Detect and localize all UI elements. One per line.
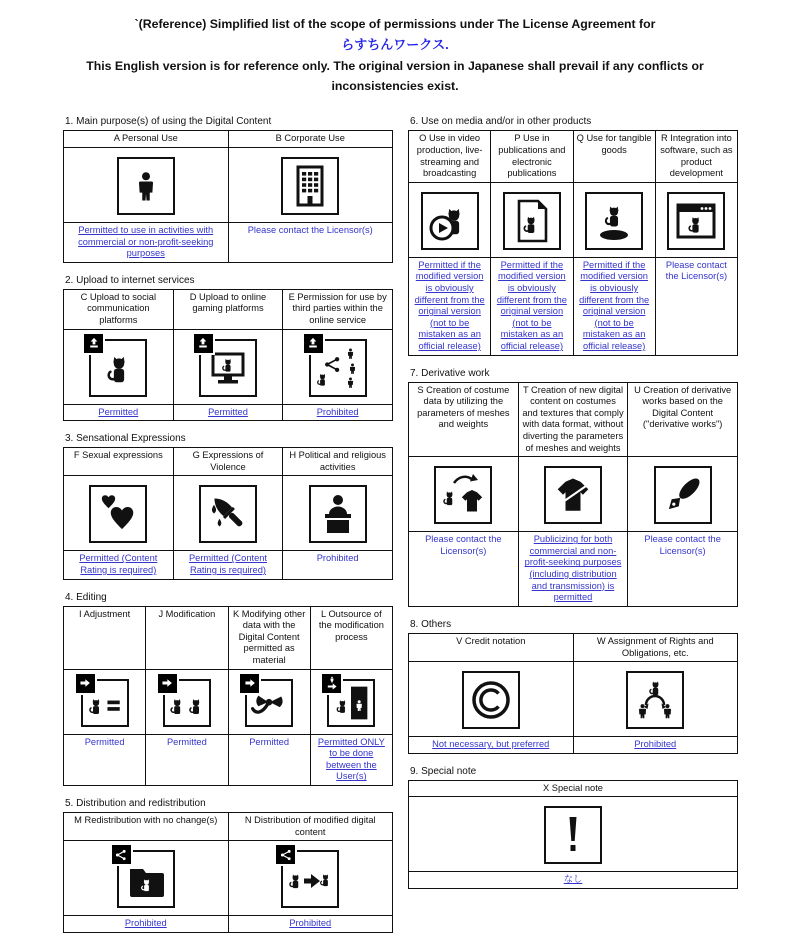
section-6-label: 6. Use on media and/or in other products (410, 116, 592, 128)
edit-arrow-badge-icon (76, 674, 95, 693)
figurine-icon (585, 192, 643, 250)
upload-gaming-monitor-icon (199, 339, 257, 397)
fountain-pen-icon (654, 466, 712, 524)
status-N[interactable]: Prohibited (228, 916, 393, 933)
product-name: らすちんワークス. (341, 37, 449, 53)
software-window-icon (667, 192, 725, 250)
right-column (408, 116, 738, 945)
person-icon (117, 157, 175, 215)
cell-header-M: M Redistribution with no change(s) (64, 813, 229, 841)
status-X[interactable]: なし (409, 872, 738, 889)
section-4-label: 4. Editing (65, 591, 107, 603)
status-M[interactable]: Prohibited (64, 916, 229, 933)
status-K: Permitted (228, 734, 310, 785)
section-5-label: 5. Distribution and redistribution (65, 798, 206, 810)
cell-header-O: O Use in video production, live-streaming and broadcasting (409, 131, 491, 182)
video-play-cat-icon (421, 192, 479, 250)
status-S: Please contact the Licensor(s) (409, 532, 519, 607)
upload-badge-icon (194, 334, 213, 353)
third-party-share-icon (309, 339, 367, 397)
section-1 (63, 116, 393, 262)
cell-icon-A (64, 147, 229, 222)
modify-two-cats-icon (163, 679, 211, 727)
status-U: Please contact the Licensor(s) (628, 532, 738, 607)
cell-icon-L (310, 669, 392, 734)
cell-header-J: J Modification (146, 606, 228, 669)
cell-icon-W (573, 662, 738, 737)
cell-icon-O (409, 182, 491, 257)
cell-header-K: K Modifying other data with the Digital Content permitted as material (228, 606, 310, 669)
costume-data-icon (434, 466, 492, 524)
status-H: Prohibited (283, 551, 393, 579)
cell-header-X: X Special note (409, 780, 738, 797)
status-B: Please contact the Licensor(s) (228, 222, 393, 262)
status-G[interactable]: Permitted (Content Rating is required) (173, 551, 283, 579)
outsource-badge-icon (322, 674, 341, 693)
status-V[interactable]: Not necessary, but preferred (409, 737, 574, 754)
section-5-table (63, 812, 393, 933)
status-R: Please contact the Licensor(s) (655, 257, 737, 355)
section-9-label: 9. Special note (410, 765, 477, 777)
rights-transfer-icon (626, 671, 684, 729)
cell-header-H: H Political and religious activities (283, 448, 393, 476)
cell-header-B: B Corporate Use (228, 131, 393, 148)
section-8-table (408, 633, 738, 754)
cell-icon-K (228, 669, 310, 734)
cell-header-I: I Adjustment (64, 606, 146, 669)
section-2-table (63, 289, 393, 421)
upload-badge-icon (84, 334, 103, 353)
cell-header-N: N Distribution of modified digital content (228, 813, 393, 841)
cell-icon-M (64, 841, 229, 916)
cell-icon-X (409, 797, 738, 872)
status-D[interactable]: Permitted (173, 404, 283, 421)
section-2-label: 2. Upload to internet services (65, 274, 195, 286)
cell-header-U: U Creation of derivative works based on the Digital Content ("derivative works") (628, 382, 738, 457)
cell-icon-U (628, 457, 738, 532)
outsource-exchange-icon (327, 679, 375, 727)
cell-icon-N (228, 841, 393, 916)
cell-icon-H (283, 476, 393, 551)
content-columns (63, 116, 790, 945)
share-badge-icon (112, 845, 131, 864)
cell-header-W: W Assignment of Rights and Obligations, etc. (573, 633, 738, 661)
cell-icon-Q (573, 182, 655, 257)
copyright-icon (462, 671, 520, 729)
cell-header-T: T Creation of new digital content on costumes and textures that comply with data format, without diverting the parameters of meshes and weights (518, 382, 628, 457)
section-7-table (408, 382, 738, 607)
cell-icon-I (64, 669, 146, 734)
edit-arrow-badge-icon (240, 674, 259, 693)
cell-icon-B (228, 147, 393, 222)
section-7-label: 7. Derivative work (410, 367, 490, 379)
podium-speaker-icon (309, 485, 367, 543)
cell-icon-C (64, 329, 174, 404)
status-J: Permitted (146, 734, 228, 785)
cell-header-G: G Expressions of Violence (173, 448, 283, 476)
status-T[interactable]: Publicizing for both commercial and non-profit-seeking purposes (including distribution and transmission) is permitted (518, 532, 628, 607)
cell-icon-E (283, 329, 393, 404)
status-I: Permitted (64, 734, 146, 785)
cell-header-E: E Permission for use by third parties within the online service (283, 289, 393, 329)
cell-icon-S (409, 457, 519, 532)
upload-badge-icon (304, 334, 323, 353)
cell-icon-F (64, 476, 174, 551)
cell-icon-R (655, 182, 737, 257)
exclamation-icon (544, 806, 602, 864)
status-W[interactable]: Prohibited (573, 737, 738, 754)
cell-icon-T (518, 457, 628, 532)
cell-header-A: A Personal Use (64, 131, 229, 148)
cell-icon-P (491, 182, 573, 257)
status-A[interactable]: Permitted to use in activities with commercial or non-profit-seeking purposes (64, 222, 229, 262)
status-F[interactable]: Permitted (Content Rating is required) (64, 551, 174, 579)
knife-blood-icon (199, 485, 257, 543)
status-Q[interactable]: Permitted if the modified version is obviously different from the original version (not to be mistaken as an official release) (573, 257, 655, 355)
share-modified-icon (281, 850, 339, 908)
section-2 (63, 275, 393, 421)
cell-icon-V (409, 662, 574, 737)
cell-header-D: D Upload to online gaming platforms (173, 289, 283, 329)
cell-header-L: L Outsource of the modification process (310, 606, 392, 669)
section-9 (408, 766, 738, 889)
cell-header-C: C Upload to social communication platforms (64, 289, 174, 329)
cell-header-P: P Use in publications and electronic publications (491, 131, 573, 182)
share-badge-icon (276, 845, 295, 864)
section-9-table (408, 780, 738, 889)
section-3 (63, 433, 393, 579)
publication-page-icon (503, 192, 561, 250)
status-L[interactable]: Permitted ONLY to be done between the User(s) (310, 734, 392, 785)
section-1-table (63, 130, 393, 262)
share-folder-icon (117, 850, 175, 908)
adjust-equals-icon (81, 679, 129, 727)
costume-texture-icon (544, 466, 602, 524)
cell-header-F: F Sexual expressions (64, 448, 174, 476)
corporate-building-icon (281, 157, 339, 215)
section-6 (408, 116, 738, 355)
cell-icon-D (173, 329, 283, 404)
status-O[interactable]: Permitted if the modified version is obviously different from the original version (not to be mistaken as an official release) (409, 257, 491, 355)
cell-header-Q: Q Use for tangible goods (573, 131, 655, 182)
cell-header-V: V Credit notation (409, 633, 574, 661)
section-4-table (63, 606, 393, 786)
section-4 (63, 592, 393, 786)
status-E[interactable]: Prohibited (283, 404, 393, 421)
upload-social-cat-icon (89, 339, 147, 397)
section-6-table (408, 130, 738, 355)
section-8-label: 8. Others (410, 618, 452, 630)
cell-header-R: R Integration into software, such as product development (655, 131, 737, 182)
section-3-label: 3. Sensational Expressions (65, 433, 186, 445)
left-column (63, 116, 393, 945)
status-P[interactable]: Permitted if the modified version is obviously different from the original version (not to be mistaken as an official release) (491, 257, 573, 355)
document-header (0, 0, 790, 96)
section-1-label: 1. Main purpose(s) of using the Digital Content (65, 116, 272, 128)
cell-icon-G (173, 476, 283, 551)
section-5 (63, 798, 393, 933)
section-3-table (63, 447, 393, 579)
hearts-icon (89, 485, 147, 543)
edit-arrow-badge-icon (158, 674, 177, 693)
cell-icon-J (146, 669, 228, 734)
modify-material-ribbon-icon (245, 679, 293, 727)
status-C[interactable]: Permitted (64, 404, 174, 421)
section-7 (408, 368, 738, 607)
title-line-1: `(Reference) Simplified list of the scope of permissions under The License Agreement for (134, 17, 656, 31)
title-line-2: This English version is for reference only. The original version in Japanese shall prevail if any conflicts or inconsistencies exist. (86, 58, 704, 93)
cell-header-S: S Creation of costume data by utilizing the parameters of meshes and weights (409, 382, 519, 457)
section-8 (408, 619, 738, 754)
